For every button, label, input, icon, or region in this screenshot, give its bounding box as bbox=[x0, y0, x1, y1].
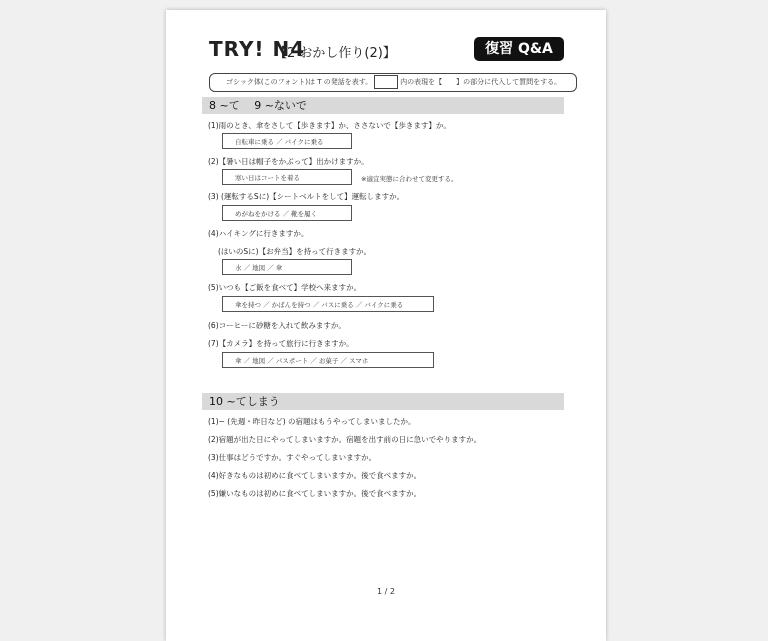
question-4-followup: (はいのSに)【お弁当】を持って行きますか。 bbox=[218, 247, 372, 256]
question-2-4: (4)好きなものは初めに食べてしまいますか。後で食べますか。 bbox=[208, 471, 422, 480]
question-2-3: (3)仕事はどうですか。すぐやってしまいますか。 bbox=[208, 453, 377, 462]
review-qa-badge: 復習 Q&A bbox=[474, 37, 564, 61]
lesson-title: 【2 おかし作り(2)】 bbox=[274, 46, 396, 61]
question-2-5: (5)嫌いなものは初めに食べてしまいますか。後で食べますか。 bbox=[208, 489, 422, 498]
adjust-note: ※適宜実態に合わせて変更する。 bbox=[361, 175, 458, 183]
question-1: (1)雨のとき、傘をさして【歩きます】か、ささないで【歩きます】か。 bbox=[208, 121, 451, 130]
answer-box-2: 寒い日はコートを着る bbox=[222, 169, 352, 185]
question-2-2: (2)宿題が出た日にやってしまいますか。宿題を出す前の日に急いでやりますか。 bbox=[208, 435, 482, 444]
worksheet-page bbox=[166, 10, 606, 641]
note-text-after: 内の表現を【 】の部分に代入して質問をする。 bbox=[400, 78, 562, 86]
question-7: (7)【カメラ】を持って旅行に行きますか。 bbox=[208, 339, 354, 348]
section-heading-8-9: 8 ~て 9 ~ないで bbox=[202, 97, 564, 114]
answer-box-5: 傘を持つ ／ かばんを持つ ／ バスに乗る ／ バイクに乗る bbox=[222, 296, 434, 312]
blank-box-icon bbox=[374, 75, 398, 89]
section-heading-10: 10 ~てしまう bbox=[202, 393, 564, 410]
question-6: (6)コーヒーに砂糖を入れて飲みますか。 bbox=[208, 321, 346, 330]
question-3: (3) (運転するSに)【シートベルトをして】運転しますか。 bbox=[208, 192, 405, 201]
answer-box-3: めがねをかける ／ 靴を履く bbox=[222, 205, 352, 221]
page-number: 1 / 2 bbox=[377, 587, 395, 596]
question-2: (2)【暑い日は帽子をかぶって】出かけますか。 bbox=[208, 157, 369, 166]
question-4: (4)ハイキングに行きますか。 bbox=[208, 229, 309, 238]
answer-box-7: 傘 ／ 地図 ／ パスポート ／ お菓子 ／ スマホ bbox=[222, 352, 434, 368]
question-2-1: (1)~ (先週・昨日など) の宿題はもうやってしまいましたか。 bbox=[208, 417, 416, 426]
note-text-before: ゴシック体(このフォント)は T の発話を表す。 bbox=[226, 78, 373, 86]
instruction-note bbox=[209, 73, 577, 92]
answer-box-4: 水 ／ 地図 ／ 傘 bbox=[222, 259, 352, 275]
question-5: (5)いつも【ご飯を食べて】学校へ来ますか。 bbox=[208, 283, 362, 292]
answer-box-1: 自転車に乗る ／ バイクに乗る bbox=[222, 133, 352, 149]
try-n4-logo: TRY! N4 bbox=[209, 37, 306, 61]
